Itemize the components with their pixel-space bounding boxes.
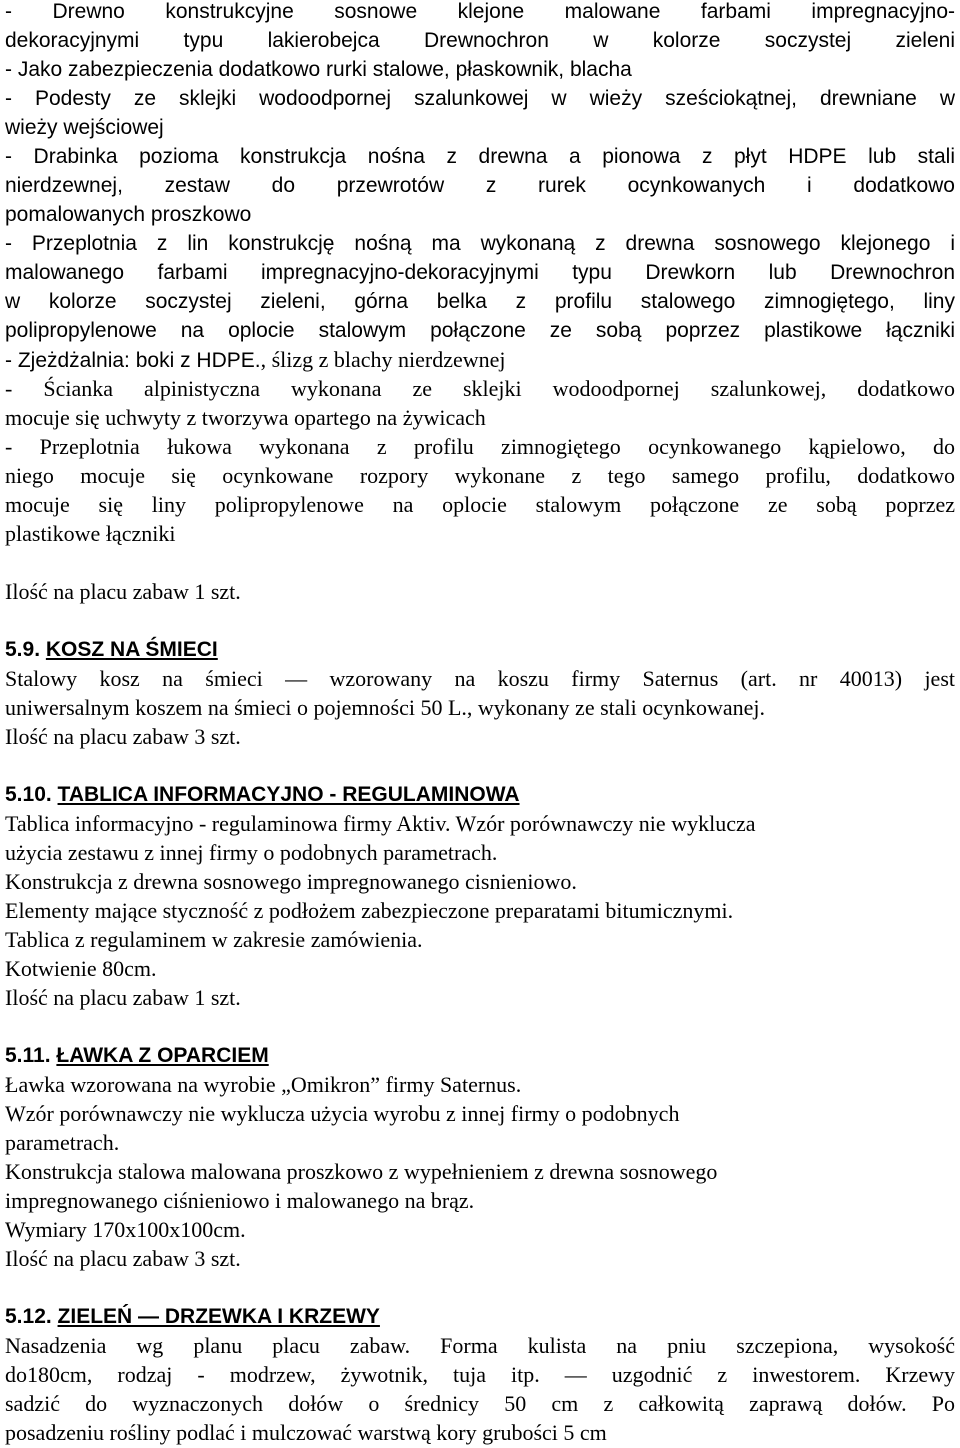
text-line: malowanego farbami impregnacyjno-dekoracyjnymi typu Drewkorn lub Drewnochron (5, 261, 955, 284)
quantity-line: Ilość na placu zabaw 1 szt. (5, 985, 241, 1010)
text-line: - Drewno konstrukcyjne sosnowe klejone malowane farbami impregnacyjno- (5, 0, 955, 23)
section-title: KOSZ NA ŚMIECI (45, 638, 218, 661)
text-line: Tablica z regulaminem w zakresie zamówienia. (5, 927, 423, 952)
text-segment: , ślizg z blachy nierdzewnej (260, 347, 506, 372)
text-line: do180cm, rodzaj - modrzew, żywotnik, tuja itp. — uzgodnić z inwestorem. Krzewy (5, 1362, 955, 1387)
text-segment: - Zjeżdżalnia: boki z HDPE. (5, 349, 261, 372)
text-line: Konstrukcja stalowa malowana proszkowo z wypełnieniem z drewna sosnowego (5, 1159, 718, 1184)
text-line: Konstrukcja z drewna sosnowego impregnowanego cisnieniowo. (5, 869, 577, 894)
text-line: Elementy mające styczność z podłożem zabezpieczone preparatami bitumicznymi. (5, 898, 734, 923)
section-number: 5.9. (5, 638, 46, 661)
text-line: Ławka wzorowana na wyrobie „Omikron” firmy Saternus. (5, 1072, 522, 1097)
quantity-line: Ilość na placu zabaw 3 szt. (5, 1246, 241, 1271)
text-line (5, 345, 955, 374)
text-line: - Ścianka alpinistyczna wykonana ze sklejki wodoodpornej szalunkowej, dodatkowo (5, 376, 955, 401)
text-line: - Drabinka pozioma konstrukcja nośna z drewna a pionowa z płyt HDPE lub stali (5, 145, 955, 168)
text-line: - Jako zabezpieczenia dodatkowo rurki stalowe, płaskownik, blacha (5, 58, 632, 81)
text-line: posadzeniu rośliny podlać i mulczować warstwą kory grubości 5 cm (5, 1420, 607, 1445)
quantity-line: Ilość na placu zabaw 1 szt. (5, 579, 241, 604)
text-line: sadzić do wyznaczonych dołów o średnicy 50 cm z całkowitą zaprawą dołów. Po (5, 1391, 955, 1416)
text-line: Nasadzenia wg planu placu zabaw. Forma kulista na pniu szczepiona, wysokość (5, 1333, 955, 1358)
text-line: w kolorze soczystej zieleni, górna belka z profilu stalowego zimnogiętego, liny (5, 290, 955, 313)
section-title: ZIELEŃ — DRZEWKA I KRZEWY (57, 1305, 380, 1328)
text-line: polipropylenowe na oplocie stalowym połączone ze sobą poprzez plastikowe łączniki (5, 319, 955, 342)
text-line: niego mocuje się ocynkowane rozpory wykonane z tego samego profilu, dodatkowo (5, 463, 955, 488)
text-line: użycia zestawu z innej firmy o podobnych parametrach. (5, 840, 498, 865)
text-line: nierdzewnej, zestaw do przewrotów z rurek ocynkowanych i dodatkowo (5, 174, 955, 197)
text-line: - Podesty ze sklejki wodoodpornej szalunkowej w wieży sześciokątnej, drewniane w (5, 87, 955, 110)
text-line: Wzór porównawczy nie wyklucza użycia wyrobu z innej firmy o podobnych (5, 1101, 680, 1126)
text-line: dekoracyjnymi typu lakierobejca Drewnochron w kolorze soczystej zieleni (5, 29, 955, 52)
section-heading (5, 635, 955, 664)
quantity-line: Ilość na placu zabaw 3 szt. (5, 724, 241, 749)
text-line: uniwersalnym koszem na śmieci o pojemności 50 L., wykonany ze stali ocynkowanej. (5, 695, 766, 720)
text-line: Tablica informacyjno - regulaminowa firmy Aktiv. Wzór porównawczy nie wyklucza (5, 811, 756, 836)
text-line: impregnowanego ciśnieniowo i malowanego na brąz. (5, 1188, 475, 1213)
section-heading (5, 1041, 955, 1070)
section-number: 5.10. (5, 783, 58, 806)
section-heading (5, 780, 955, 809)
section-title: TABLICA INFORMACYJNO - REGULAMINOWA (57, 783, 520, 806)
text-line: pomalowanych proszkowo (5, 203, 252, 226)
text-line: plastikowe łączniki (5, 521, 176, 546)
text-line: - Przeplotnia z lin konstrukcję nośną ma wykonaną z drewna sosnowego klejonego i (5, 232, 955, 255)
text-line: wieży wejściowej (5, 116, 164, 139)
text-line: mocuje się uchwyty z tworzywa opartego na żywicach (5, 405, 486, 430)
text-line: parametrach. (5, 1130, 120, 1155)
text-line: Wymiary 170x100x100cm. (5, 1217, 246, 1242)
section-number: 5.11. (5, 1044, 57, 1067)
text-line: - Przeplotnia łukowa wykonana z profilu zimnogiętego ocynkowanego kąpielowo, do (5, 434, 955, 459)
section-heading (5, 1302, 955, 1331)
text-line: mocuje się liny polipropylenowe na oplocie stalowym połączone ze sobą poprzez (5, 492, 955, 517)
text-line: Kotwienie 80cm. (5, 956, 157, 981)
section-number: 5.12. (5, 1305, 58, 1328)
text-line: Stalowy kosz na śmieci — wzorowany na koszu firmy Saternus (art. nr 40013) jest (5, 666, 955, 691)
section-title: ŁAWKA Z OPARCIEM (56, 1044, 269, 1067)
